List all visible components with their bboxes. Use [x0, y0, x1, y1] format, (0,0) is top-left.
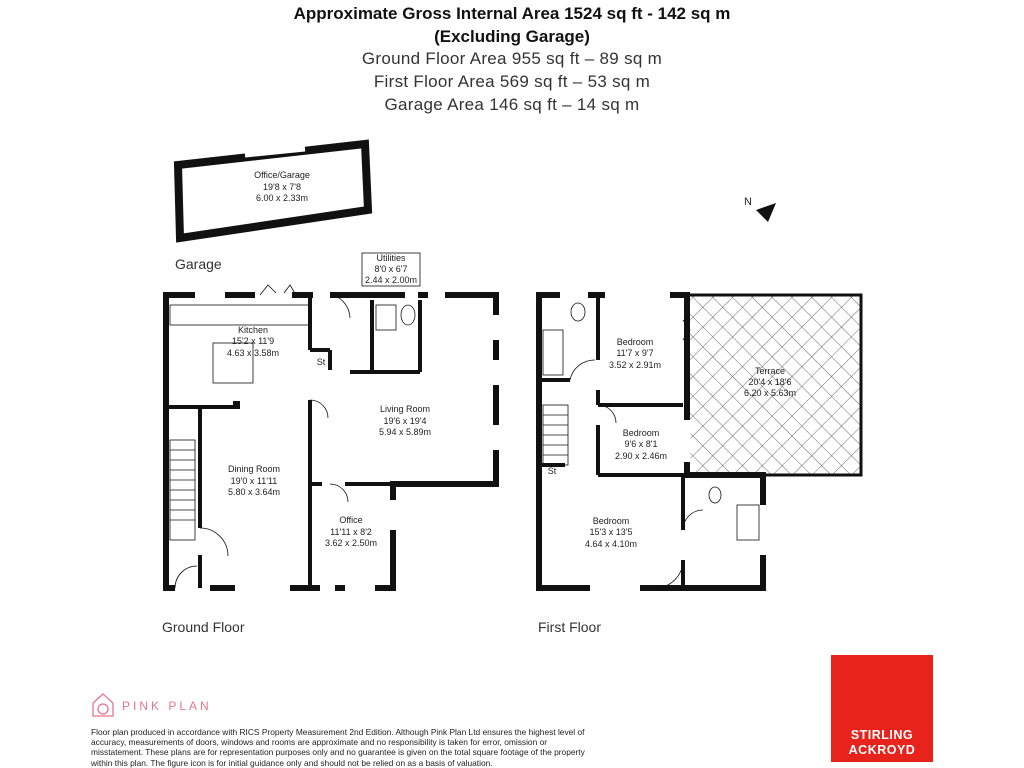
stirling-ackroyd-logo	[831, 655, 933, 762]
room-name: Utilities	[376, 253, 406, 263]
room-imperial: 8'0 x 6'7	[374, 264, 408, 274]
store-label: St	[547, 466, 557, 476]
room-name: Bedroom	[616, 337, 654, 347]
garage-area: Garage Area 146 sq ft – 14 sq m	[384, 95, 640, 114]
room-metric: 4.63 x 3.58m	[226, 348, 280, 358]
room-metric: 5.94 x 5.89m	[378, 427, 432, 437]
ground-floor-label: Ground Floor	[162, 619, 245, 635]
north-compass-icon	[744, 196, 776, 222]
room-metric: 3.52 x 2.91m	[608, 360, 662, 370]
first-floor-area: First Floor Area 569 sq ft – 53 sq m	[373, 72, 651, 91]
room-imperial: 20'4 x 18'6	[748, 377, 792, 387]
area-title: Approximate Gross Internal Area 1524 sq ft - 142 sq m	[293, 4, 731, 23]
room-imperial: 19'0 x 11'11	[230, 476, 278, 486]
room-name: Kitchen	[237, 325, 269, 335]
room-name: Office/Garage	[254, 170, 310, 180]
pink-plan-house-icon	[93, 694, 113, 716]
room-metric: 2.44 x 2.00m	[364, 275, 418, 285]
room-metric: 6.00 x 2.33m	[255, 193, 309, 203]
room-imperial: 19'8 x 7'8	[263, 182, 301, 192]
room-name: Dining Room	[227, 464, 281, 474]
room-name: Office	[339, 515, 363, 525]
ground-floor-area: Ground Floor Area 955 sq ft – 89 sq m	[361, 49, 663, 68]
logo-line-1: STIRLING	[850, 728, 914, 742]
room-metric: 4.64 x 4.10m	[584, 539, 638, 549]
pink-plan-brand: PINK PLAN	[122, 699, 212, 713]
room-imperial: 11'11 x 8'2	[330, 527, 372, 537]
logo-line-2: ACKROYD	[848, 743, 916, 757]
room-metric: 2.90 x 2.46m	[614, 451, 668, 461]
room-metric: 6.20 x 5.63m	[743, 388, 797, 398]
compass-label: N	[744, 196, 752, 208]
disclaimer: Floor plan produced in accordance with RICS Property Measurement 2nd Edition. Although Pink Plan Ltd ensures the highest level of accuracy, measurements of doors, windows and rooms are approximate and no responsibility is taken for error, omission or misstatement. These plans are for representation purposes only and no guarantee is given on the total square footage of the property within this plan. The figure icon is for initial guidance only and should not be relied on as a basis of valuation.	[91, 727, 585, 768]
room-imperial: 11'7 x 9'7	[616, 348, 654, 358]
store-label: St	[316, 357, 326, 367]
room-name: Living Room	[379, 404, 431, 414]
room-imperial: 15'3 x 13'5	[589, 527, 633, 537]
room-name: Bedroom	[622, 428, 660, 438]
room-imperial: 15'2 x 11'9	[231, 336, 275, 346]
room-imperial: 9'6 x 8'1	[624, 439, 658, 449]
garage-label: Garage	[175, 256, 222, 272]
room-metric: 5.80 x 3.64m	[227, 487, 281, 497]
room-imperial: 19'6 x 19'4	[383, 416, 427, 426]
area-subtitle: (Excluding Garage)	[434, 27, 590, 46]
garage-plan	[178, 144, 368, 238]
first-floor-label: First Floor	[538, 619, 601, 635]
room-metric: 3.62 x 2.50m	[324, 538, 378, 548]
room-name: Bedroom	[592, 516, 630, 526]
room-name: Terrace	[754, 366, 786, 376]
